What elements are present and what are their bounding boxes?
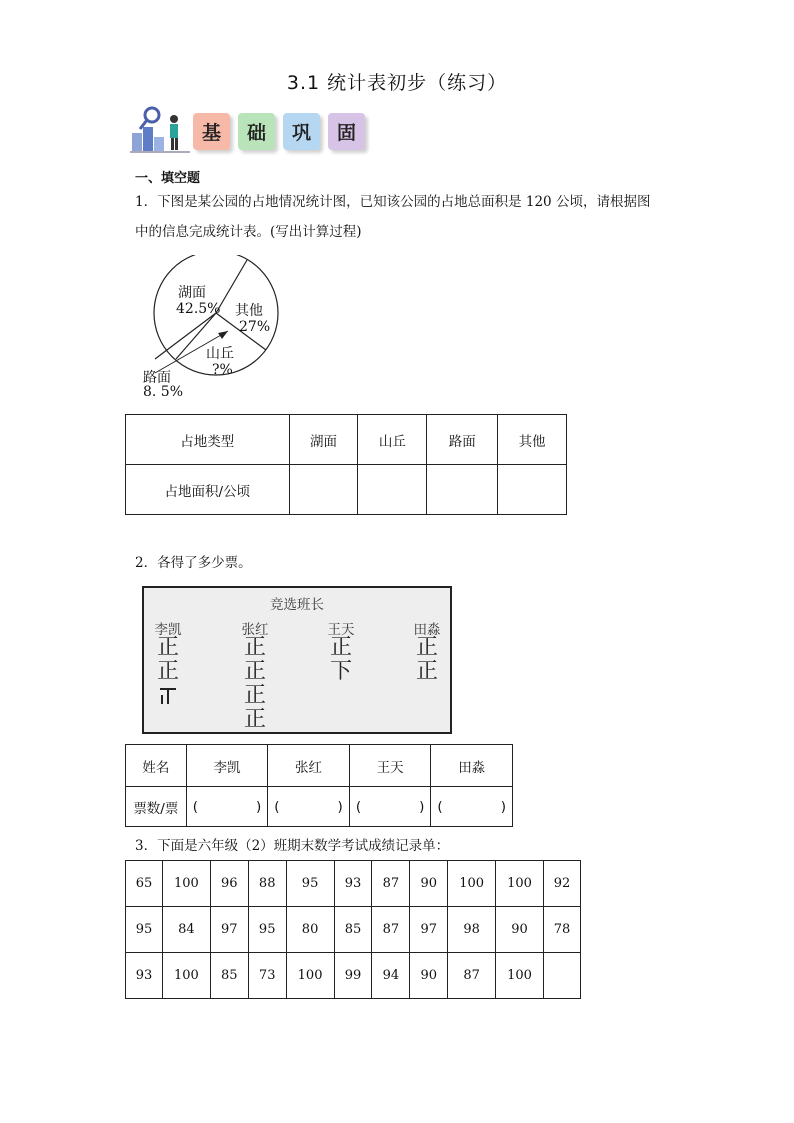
answer-cell-lake[interactable] <box>289 465 358 515</box>
table-header-name: 姓名 <box>126 745 187 787</box>
tally-mark-partial-3 <box>158 687 178 705</box>
paren-close: ) <box>419 798 425 815</box>
paren-close: ) <box>255 798 262 815</box>
score-cell: 80 <box>286 907 334 953</box>
q1-line2: 中的信息完成统计表。(写出计算过程) <box>135 224 362 240</box>
tally-box-title: 竞选班长 <box>270 597 324 613</box>
table-header-likai: 李凯 <box>186 745 268 787</box>
table-header-wangtian: 王天 <box>349 745 431 787</box>
score-cell: 100 <box>496 861 544 907</box>
banner-badge-4: 固 <box>328 113 365 150</box>
pie-value-other: 27% <box>239 319 271 335</box>
tally-mark: 正 <box>415 659 438 684</box>
table-row <box>126 953 581 999</box>
answer-cell-other[interactable] <box>498 465 567 515</box>
q2-vote-table <box>125 744 513 827</box>
tally-mark: 下 <box>329 659 352 684</box>
table-header-zhanghong: 张红 <box>268 745 350 787</box>
score-cell: 97 <box>410 907 448 953</box>
score-cell: 73 <box>248 953 286 999</box>
score-cell: 78 <box>543 907 580 953</box>
pie-label-road: 路面 <box>143 370 171 386</box>
tally-mark: 正 <box>156 659 179 684</box>
score-cell: 99 <box>334 953 372 999</box>
paren-open: ( <box>274 798 280 815</box>
score-cell: 65 <box>126 861 163 907</box>
tally-name-4: 田淼 <box>413 622 441 638</box>
score-cell: 95 <box>126 907 163 953</box>
tally-mark: 正 <box>243 683 266 708</box>
score-cell: 100 <box>162 953 210 999</box>
pie-value-lake: 42.5% <box>176 301 221 317</box>
score-cell: 96 <box>210 861 248 907</box>
table-row <box>126 861 581 907</box>
table-row-label-votes: 票数/票 <box>126 787 187 827</box>
tally-mark: 正 <box>156 635 179 660</box>
score-cell: 87 <box>372 861 410 907</box>
score-cell: 88 <box>248 861 286 907</box>
score-cell: 92 <box>543 861 580 907</box>
paren-open: ( <box>192 798 198 815</box>
score-cell: 90 <box>496 907 544 953</box>
score-cell: 95 <box>248 907 286 953</box>
page-title: 3.1 统计表初步（练习） <box>286 72 508 94</box>
q3-score-table <box>125 860 581 999</box>
score-cell: 87 <box>448 953 496 999</box>
score-cell: 90 <box>410 953 448 999</box>
score-cell: 97 <box>210 907 248 953</box>
score-cell: 100 <box>286 953 334 999</box>
score-cell: 84 <box>162 907 210 953</box>
tally-box <box>142 586 452 734</box>
table-row-label-area: 占地面积/公顷 <box>126 465 290 515</box>
table-header-lake: 湖面 <box>289 415 358 465</box>
pie-label-lake: 湖面 <box>178 285 206 301</box>
score-cell: 93 <box>334 861 372 907</box>
table-header-other: 其他 <box>498 415 567 465</box>
score-cell: 100 <box>162 861 210 907</box>
table-header-road: 路面 <box>427 415 498 465</box>
tally-mark: 正 <box>415 635 438 660</box>
pie-value-hill: ?% <box>212 362 233 378</box>
table-header-hill: 山丘 <box>358 415 427 465</box>
paren-open: ( <box>355 798 362 815</box>
table-row <box>126 907 581 953</box>
q1-area-table <box>125 414 567 515</box>
score-cell: 93 <box>126 953 163 999</box>
score-cell: 85 <box>334 907 372 953</box>
score-cell: 100 <box>448 861 496 907</box>
tally-mark: 正 <box>243 707 266 732</box>
pie-value-road: 8. 5% <box>143 384 184 400</box>
tally-name-3: 王天 <box>327 622 355 638</box>
answer-cell-road[interactable] <box>427 465 498 515</box>
score-cell: 95 <box>286 861 334 907</box>
tally-name-2: 张红 <box>241 622 269 638</box>
q1-line1: 1．下图是某公园的占地情况统计图，已知该公园的占地总面积是 120 公顷，请根据图 <box>135 194 651 210</box>
vote-answer-blank-3[interactable] <box>349 787 431 827</box>
study-illustration-icon <box>130 105 190 155</box>
q2-prompt: 2．各得了多少票。 <box>135 555 252 571</box>
score-cell: 100 <box>496 953 544 999</box>
table-header-type: 占地类型 <box>126 415 290 465</box>
score-cell <box>543 953 580 999</box>
pie-label-other: 其他 <box>235 303 263 319</box>
answer-cell-hill[interactable] <box>358 465 427 515</box>
tally-mark: 正 <box>329 635 352 660</box>
vote-answer-blank-4[interactable] <box>431 787 513 827</box>
banner-badge-1: 基 <box>193 113 230 150</box>
table-header-tianmiao: 田淼 <box>431 745 513 787</box>
vote-answer-blank-1[interactable] <box>186 787 268 827</box>
score-cell: 98 <box>448 907 496 953</box>
tally-name-1: 李凯 <box>154 622 182 638</box>
pie-label-hill: 山丘 <box>206 346 234 362</box>
score-cell: 90 <box>410 861 448 907</box>
paren-open: ( <box>437 798 443 815</box>
paren-close: ) <box>500 798 506 815</box>
banner-badge-3: 巩 <box>283 113 320 150</box>
vote-answer-blank-2[interactable] <box>268 787 350 827</box>
paren-close: ) <box>337 798 343 815</box>
tally-mark: 正 <box>243 635 266 660</box>
q3-prompt: 3．下面是六年级（2）班期末数学考试成绩记录单： <box>135 838 450 854</box>
section-heading: 一、填空题 <box>135 171 201 186</box>
banner-badge-2: 础 <box>238 113 275 150</box>
score-cell: 94 <box>372 953 410 999</box>
score-cell: 87 <box>372 907 410 953</box>
score-cell: 85 <box>210 953 248 999</box>
tally-mark: 正 <box>243 659 266 684</box>
